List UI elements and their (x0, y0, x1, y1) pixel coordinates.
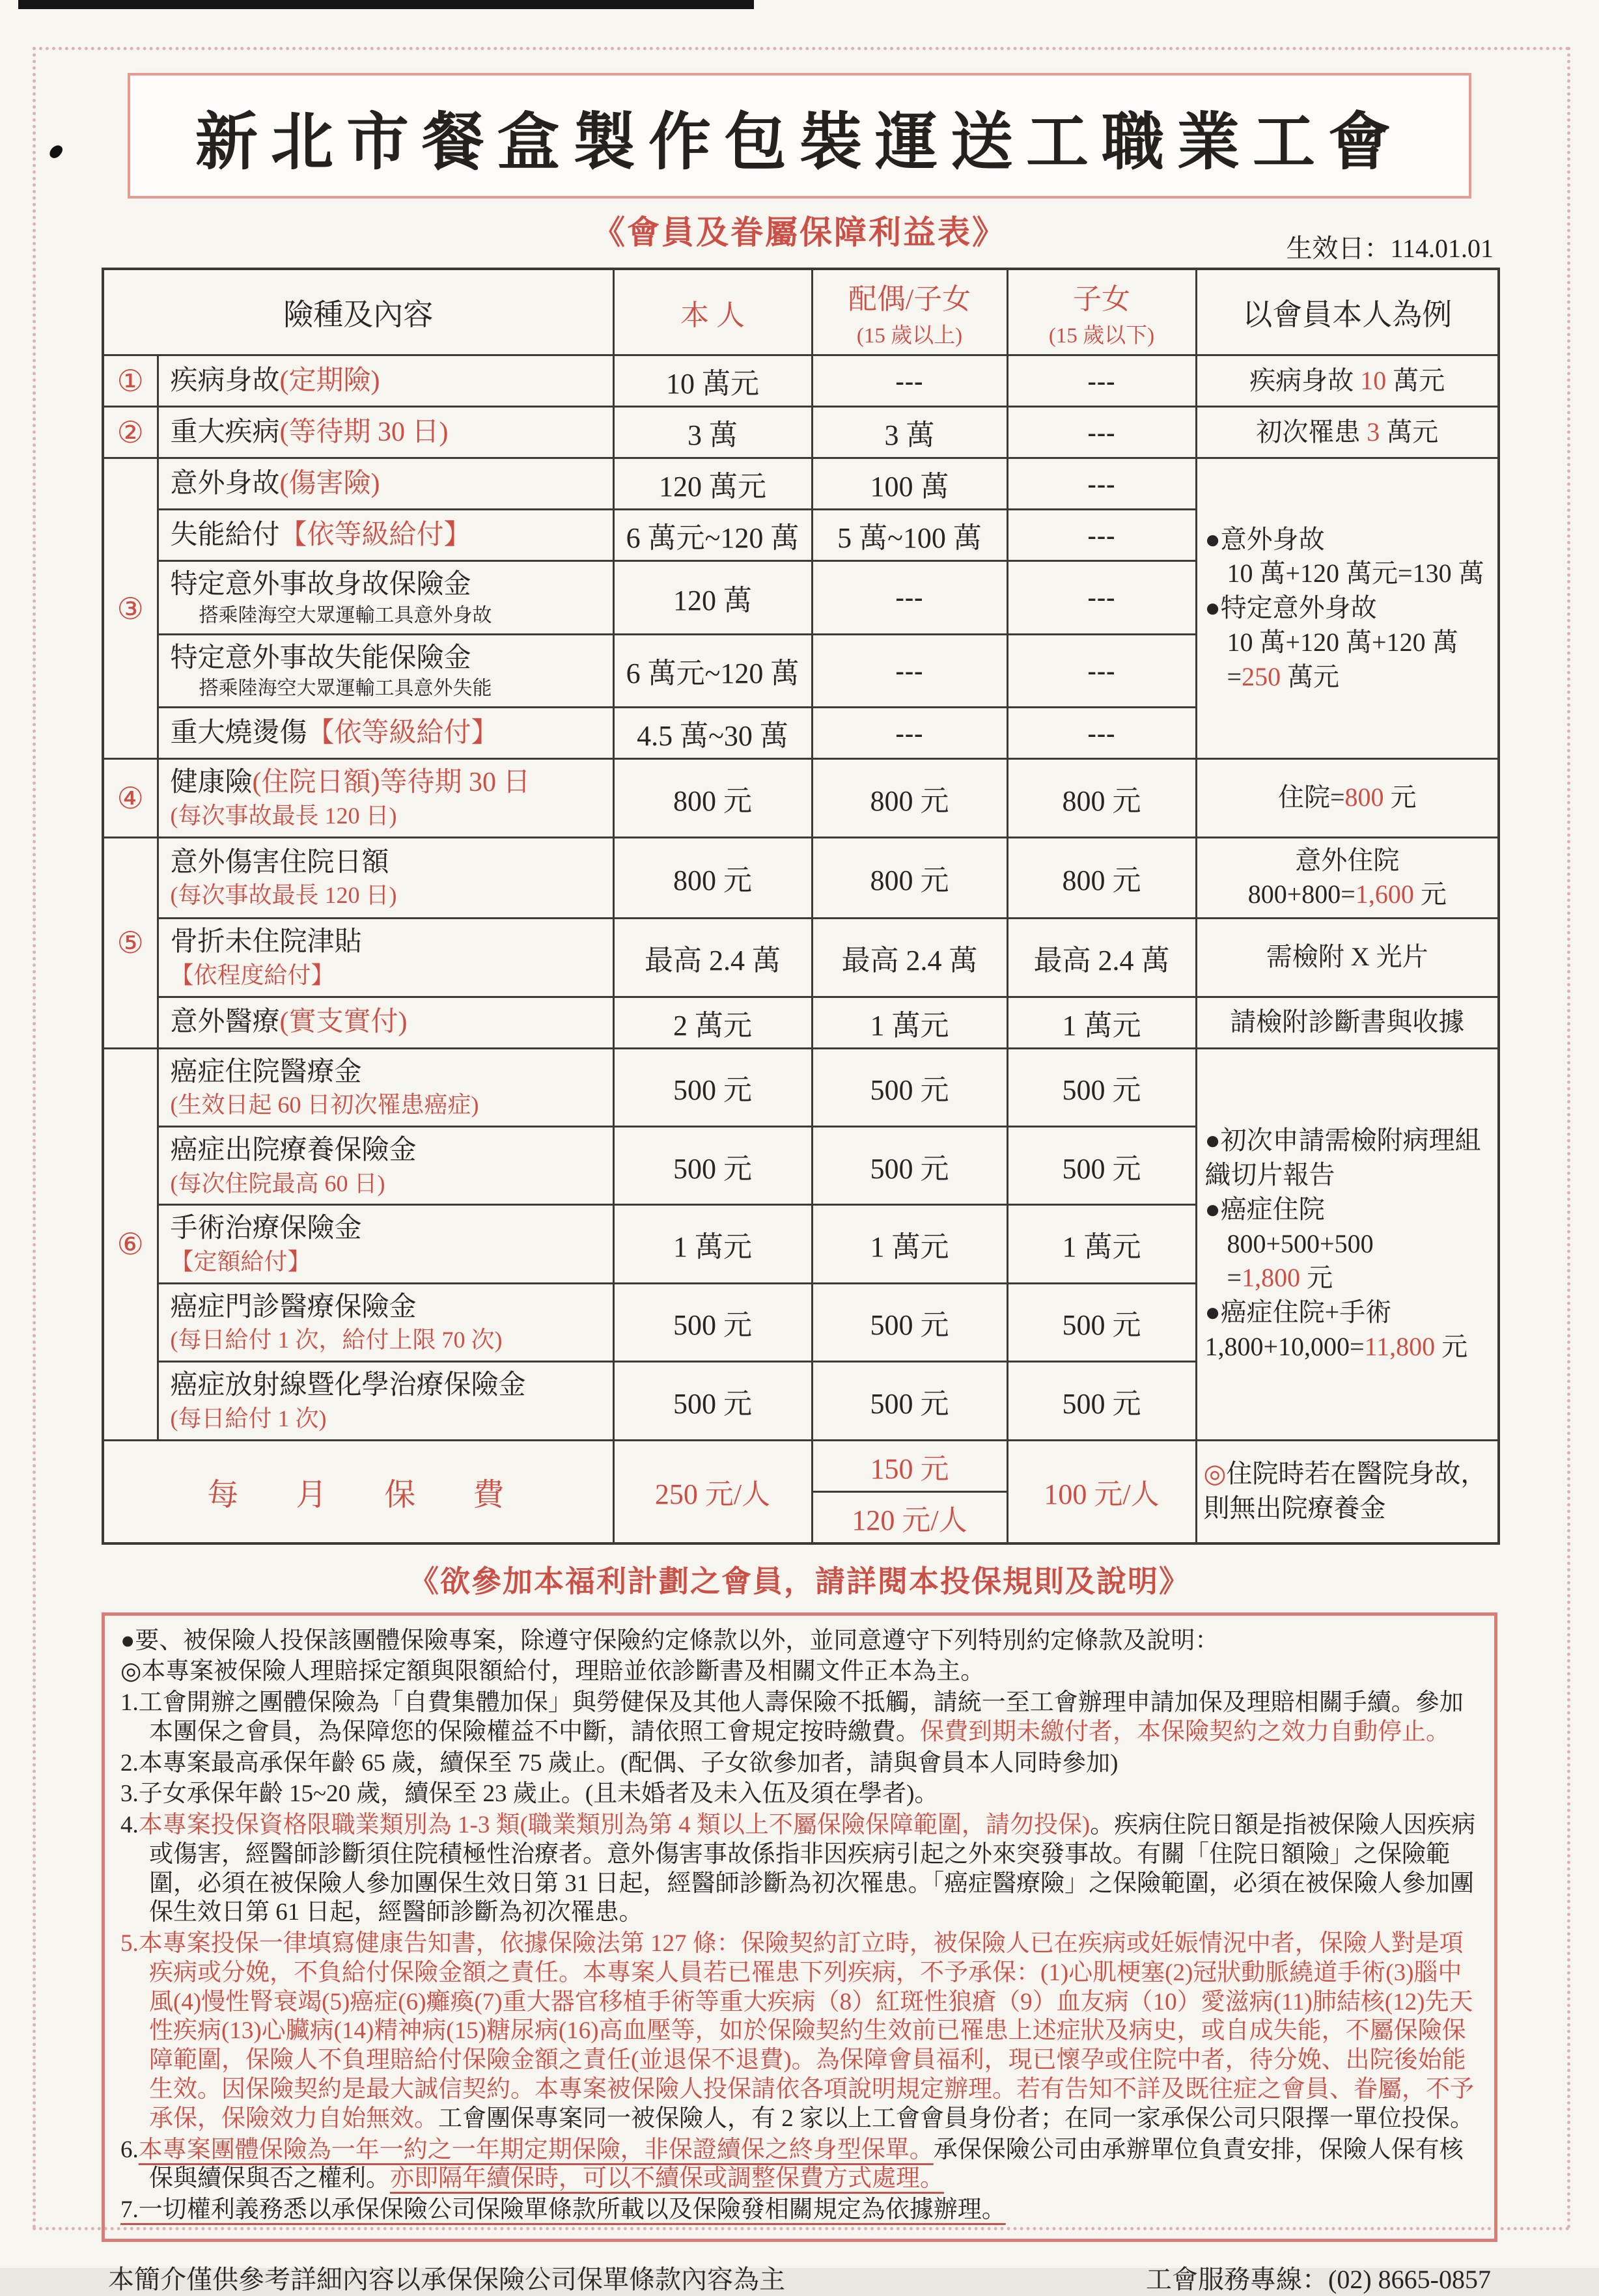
benefit-value: 800 元 (1007, 837, 1196, 919)
coverage-name: 疾病身故(定期險) (158, 355, 613, 407)
benefit-value: 5 萬~100 萬 (812, 510, 1007, 561)
note-line: 3.子女承保年齡 15~20 歲，續保至 23 歲止。(且未婚者及未入伍及須在學者)。 (120, 1780, 939, 1808)
coverage-name: 意外傷害住院日額 (每次事故最長 120 日) (158, 837, 613, 919)
benefit-value: --- (1007, 510, 1196, 561)
effective-date: 生效日：114.01.01 (1286, 234, 1494, 263)
benefit-value: 500 元 (812, 1283, 1007, 1361)
benefit-value: 1 萬元 (613, 1205, 812, 1283)
coverage-name: 癌症出院療養保險金 (每次住院最高 60 日) (158, 1126, 613, 1204)
notes-list (120, 1627, 1479, 2225)
table-row (103, 1048, 1499, 1126)
row-number: ④ (103, 759, 158, 837)
benefit-value: 120 萬 (613, 561, 812, 635)
benefit-value: 500 元 (1007, 1362, 1196, 1440)
coverage-name: 癌症放射線暨化學治療保險金 (每日給付 1 次) (158, 1362, 613, 1440)
coverage-name: 骨折未住院津貼 【依程度給付】 (158, 919, 613, 997)
benefit-value: 4.5 萬~30 萬 (613, 708, 812, 759)
benefits-table-foot (103, 1440, 1499, 1543)
coverage-name: 意外醫療(實支實付) (158, 997, 613, 1048)
benefit-value: 800 元 (613, 837, 812, 919)
col-header-spouse (812, 269, 1007, 355)
benefit-value: 500 元 (613, 1362, 812, 1440)
benefits-table-head (103, 269, 1499, 355)
coverage-name: 意外身故(傷害險) (158, 458, 613, 510)
note-line: 4.本專案投保資格限職業類別為 1-3 類(職業類別為第 4 類以上不屬保險保障範圍，請勿投保)。疾病住院日額是指被保險人因疾病或傷害，經醫師診斷須住院積極性治療者。意外傷害事故係指非因疾病引起之外來突發事故。有關「住院日額險」之保險範圍，必須在被保險人參加團保生效日第 31 日起，經醫師診斷為初次罹患。「癌症醫療險」之保險範圍，必須在被保險人參加團保生效日第 61 日起，經醫師診斷為初次罹患。 (120, 1812, 1476, 1926)
footer-service-phone: 工會服務專線：(02) 8665-0857 (1146, 2264, 1491, 2294)
example-cell: 初次罹患 3 萬元 (1196, 407, 1499, 458)
table-row (103, 759, 1499, 837)
premium-self: 250 元/人 (613, 1440, 812, 1543)
benefit-value: 500 元 (812, 1048, 1007, 1126)
row-number: ⑥ (103, 1048, 158, 1440)
benefit-value: --- (1007, 407, 1196, 458)
header-row (103, 269, 1499, 355)
participate-notice: 《欲參加本福利計劃之會員，請詳閱本投保規則及說明》 (409, 1564, 1190, 1598)
footer-row (102, 2259, 1497, 2296)
col-header-self: 本 人 (613, 269, 812, 355)
benefit-value: 6 萬元~120 萬 (613, 634, 812, 708)
premium-note (1196, 1440, 1499, 1543)
benefit-value: 1 萬元 (812, 997, 1007, 1048)
example-cell: 意外住院 800+800=1,600 元 (1196, 837, 1499, 919)
benefit-value: 10 萬元 (613, 355, 812, 407)
example-cell: ●初次申請需檢附病理組織切片報告 ●癌症住院 800+500+500 =1,800 元 ●癌症住院+手術 1,800+10,000=11,800 元 (1196, 1048, 1499, 1440)
benefit-value: 800 元 (1007, 759, 1196, 837)
coverage-name: 重大疾病(等待期 30 日) (158, 407, 613, 458)
benefit-value: 100 萬 (812, 458, 1007, 510)
page-title: 新北市餐盒製作包裝運送工職業工會 (195, 107, 1404, 177)
col-header-example: 以會員本人為例 (1196, 269, 1499, 355)
benefit-value: 500 元 (613, 1283, 812, 1361)
table-row (103, 407, 1499, 458)
premium-child: 100 元/人 (1007, 1440, 1196, 1543)
row-number: ① (103, 355, 158, 407)
note-line: 5.本專案投保一律填寫健康告知書，依據保險法第 127 條：保險契約訂立時，被保險人已在疾病或妊娠情況中者，保險人對是項疾病或分娩，不負給付保險金額之責任。本專案人員若已罹患下列疾病，不予承保：(1)心肌梗塞(2)冠狀動脈繞道手術(3)腦中風(4)慢性腎衰竭(5)癌症(6)癱瘓(7)重大器官移植手術等重大疾病（8）紅斑性狼瘡（9）血友病（10）愛滋病(11)肺結核(12)先天性疾病(13)心臟病(14)精神病(15)糖尿病(16)高血壓等，如於保險契約生效前已罹患上述症狀及病史，或自成失能，不屬保險保障範圍，保險人不負理賠給付保險金額之責任(並退保不退費)。為保障會員福利，現已懷孕或住院中者，待分娩、出院後始能生效。因保險契約是最大誠信契約。本專案被保險人投保請依各項說明規定辦理。若有告知不詳及既往症之會員、眷屬，不予承保，保險效力自始無效。工會團保專案同一被保險人，有 2 家以上工會會員身份者；在同一家承保公司只限擇一單位投保。 (120, 1930, 1474, 2132)
premium-label: 每 月 保 費 (103, 1440, 613, 1543)
note-line: ◎本專案被保險人理賠採定額與限額給付，理賠並依診斷書及相關文件正本為主。 (120, 1658, 985, 1685)
example-cell: 請檢附診斷書與收據 (1196, 997, 1499, 1048)
benefit-value: --- (812, 561, 1007, 635)
note-line: 7.一切權利義務悉以承保保險公司保險單條款所載以及保險發相關規定為依據辦理。 (120, 2196, 1006, 2224)
table-row (103, 355, 1499, 407)
benefit-value: 800 元 (812, 837, 1007, 919)
benefit-value: 500 元 (812, 1362, 1007, 1440)
sheet-subtitle: 《會員及眷屬保障利益表》 (592, 214, 1007, 251)
benefit-value: 500 元 (1007, 1283, 1196, 1361)
col-header-child-sub: (15 歲以下) (1048, 324, 1155, 348)
example-cell: 疾病身故 10 萬元 (1196, 355, 1499, 407)
union-title-box (128, 73, 1471, 199)
benefit-value: --- (1007, 561, 1196, 635)
premium-spouse-top: 150 元 (813, 1441, 1007, 1493)
premium-note-mark: ◎ (1203, 1459, 1227, 1489)
benefit-value: 800 元 (613, 759, 812, 837)
row-number: ② (103, 407, 158, 458)
row-number: ③ (103, 458, 158, 759)
example-cell: ●意外身故 10 萬+120 萬元=130 萬 ●特定意外身故 10 萬+120 萬+120 萬 =250 萬元 (1196, 458, 1499, 759)
example-cell: 需檢附 X 光片 (1196, 919, 1499, 997)
benefit-value: 最高 2.4 萬 (1007, 919, 1196, 997)
benefit-value: 120 萬元 (613, 458, 812, 510)
benefit-value: --- (812, 355, 1007, 407)
footer-disclaimer: 本簡介僅供參考詳細內容以承保保險公司保單條款內容為主 (108, 2264, 785, 2294)
benefit-value: 最高 2.4 萬 (613, 919, 812, 997)
table-row (103, 919, 1499, 997)
benefit-value: 500 元 (613, 1048, 812, 1126)
table-row (103, 997, 1499, 1048)
coverage-name: 特定意外事故失能保險金 搭乘陸海空大眾運輸工具意外失能 (158, 634, 613, 708)
coverage-name: 癌症住院醫療金 (生效日起 60 日初次罹患癌症) (158, 1048, 613, 1126)
benefit-value: 500 元 (812, 1126, 1007, 1204)
col-header-spouse-sub: (15 歲以上) (856, 324, 963, 348)
col-header-child (1007, 269, 1196, 355)
benefit-value: 1 萬元 (1007, 997, 1196, 1048)
benefits-table (102, 268, 1500, 1545)
premium-note-text: 住院時若在醫院身故，則無出院療養金 (1203, 1459, 1487, 1523)
benefit-value: 3 萬 (613, 407, 812, 458)
note-line: 6.本專案團體保險為一年一約之一年期定期保險，非保證續保之終身型保單。承保保險公司由承辦單位負責安排，保險人保有核保與續保與否之權利。亦即隔年續保時，可以不續保或調整保費方式處理。 (120, 2136, 1464, 2192)
note-line: ●要、被保險人投保該團體保險專案，除遵守保險約定條款以外，並同意遵守下列特別約定條款及說明： (120, 1627, 1219, 1654)
coverage-name: 手術治療保險金 【定額給付】 (158, 1205, 613, 1283)
benefit-value: 500 元 (1007, 1126, 1196, 1204)
benefit-value: --- (1007, 355, 1196, 407)
special-terms-box (102, 1612, 1497, 2242)
benefit-value: --- (1007, 708, 1196, 759)
benefit-value: 3 萬 (812, 407, 1007, 458)
benefit-value: 500 元 (613, 1126, 812, 1204)
example-cell: 住院=800 元 (1196, 759, 1499, 837)
note-line: 1.工會開辦之團體保險為「自費集體加保」與勞健保及其他人壽保險不抵觸，請統一至工會辦理申請加保及理賠相關手續。參加本團保之會員，為保障您的保險權益不中斷，請依照工會規定按時繳費。保費到期未繳付者，本保險契約之效力自動停止。 (120, 1689, 1464, 1745)
premium-row (103, 1440, 1499, 1543)
table-row (103, 458, 1499, 510)
row-number: ⑤ (103, 837, 158, 1048)
premium-spouse-cell (812, 1440, 1007, 1543)
benefit-value: --- (812, 634, 1007, 708)
benefit-value: 500 元 (1007, 1048, 1196, 1126)
benefit-value: 1 萬元 (1007, 1205, 1196, 1283)
coverage-name: 特定意外事故身故保險金 搭乘陸海空大眾運輸工具意外身故 (158, 561, 613, 635)
benefit-value: --- (812, 708, 1007, 759)
subtitle-row (102, 206, 1497, 264)
coverage-name: 癌症門診醫療保險金 (每日給付 1 次，給付上限 70 次) (158, 1283, 613, 1361)
coverage-name: 失能給付【依等級給付】 (158, 510, 613, 561)
col-header-coverage: 險種及內容 (103, 269, 613, 355)
coverage-name: 健康險(住院日額)等待期 30 日 (每次事故最長 120 日) (158, 759, 613, 837)
benefit-value: 6 萬元~120 萬 (613, 510, 812, 561)
premium-spouse-bottom: 120 元/人 (852, 1504, 967, 1536)
col-header-spouse-main: 配偶/子女 (848, 283, 971, 315)
benefit-value: --- (1007, 634, 1196, 708)
table-row (103, 837, 1499, 919)
coverage-name: 重大燒燙傷【依等級給付】 (158, 708, 613, 759)
note-line: 2.本專案最高承保年齡 65 歲，續保至 75 歲止。(配偶、子女欲參加者，請與會員本人同時參加) (120, 1749, 1119, 1777)
benefit-value: 2 萬元 (613, 997, 812, 1048)
benefit-value: 最高 2.4 萬 (812, 919, 1007, 997)
benefit-value: 1 萬元 (812, 1205, 1007, 1283)
col-header-child-main: 子女 (1073, 283, 1130, 315)
benefit-value: --- (1007, 458, 1196, 510)
benefit-table-body (103, 355, 1499, 1441)
benefit-value: 800 元 (812, 759, 1007, 837)
